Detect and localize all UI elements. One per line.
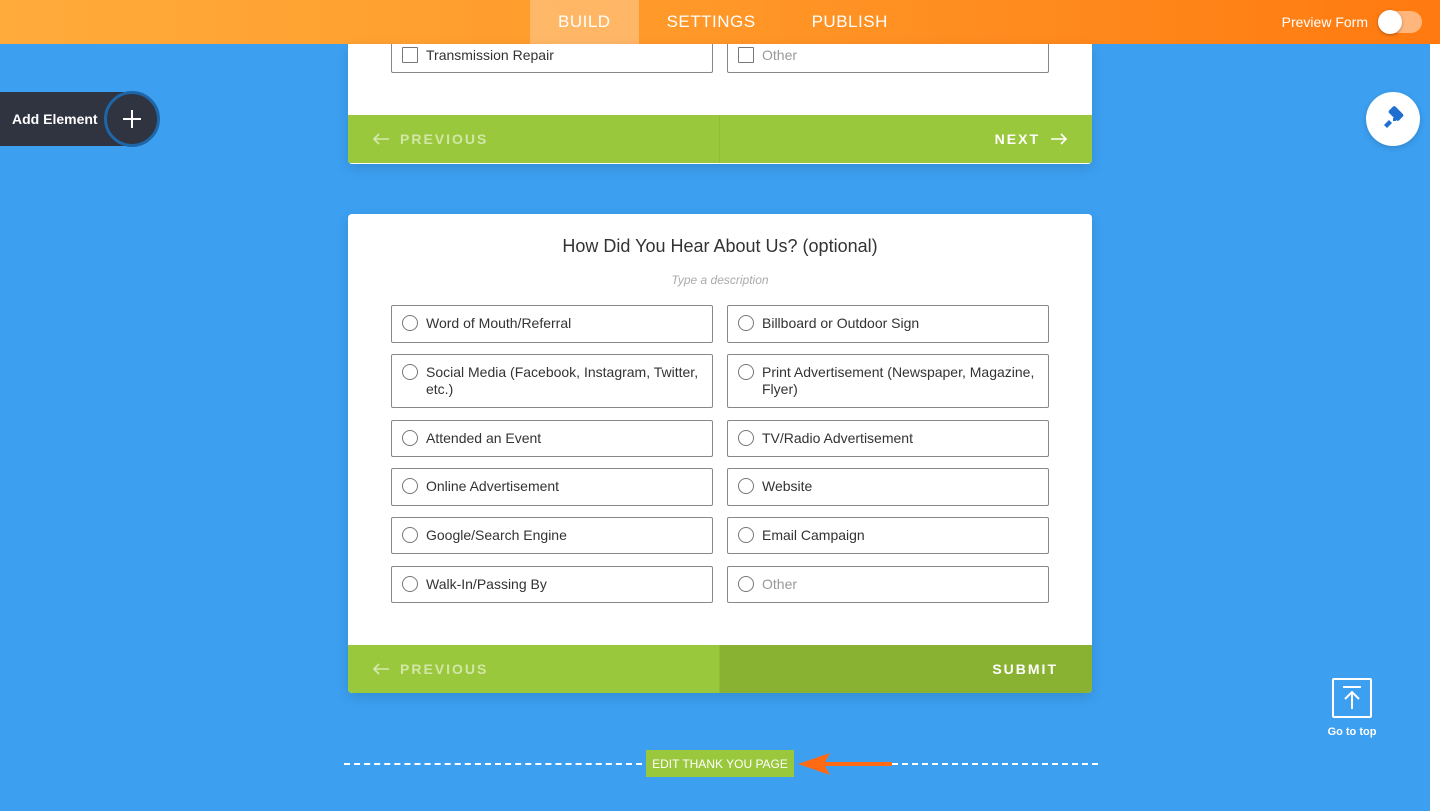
arrow-up-icon [1332, 678, 1372, 718]
radio-icon [402, 576, 418, 592]
option-label: Word of Mouth/Referral [426, 315, 572, 331]
option-label: Other [762, 47, 798, 63]
radio-option[interactable] [727, 468, 1049, 506]
tab-build[interactable]: BUILD [530, 0, 639, 44]
radio-option[interactable] [727, 517, 1049, 554]
form-page-card-previous [348, 44, 1092, 164]
option-label: Google/Search Engine [426, 527, 567, 543]
arrow-left-icon [372, 663, 390, 675]
submit-label: SUBMIT [992, 661, 1058, 677]
radio-option[interactable] [727, 354, 1049, 408]
radio-option[interactable] [391, 468, 713, 506]
radio-option[interactable] [391, 517, 713, 554]
next-label: NEXT [994, 131, 1040, 147]
preview-form [1282, 0, 1422, 44]
preview-form-toggle[interactable] [1378, 11, 1422, 33]
radio-icon [738, 364, 754, 380]
thank-you-divider-right [892, 763, 1098, 765]
top-bar [0, 0, 1440, 44]
checkbox-icon [402, 47, 418, 63]
option-label: Website [762, 478, 813, 494]
edit-thank-you-page-button[interactable]: EDIT THANK YOU PAGE [646, 750, 794, 777]
option-label: TV/Radio Advertisement [762, 430, 913, 446]
previous-button[interactable] [348, 645, 720, 693]
submit-button[interactable] [720, 645, 1092, 693]
go-to-top-button[interactable] [1322, 678, 1382, 738]
preview-form-label: Preview Form [1281, 14, 1368, 30]
thank-you-divider-left [344, 763, 642, 765]
radio-option[interactable] [391, 354, 713, 408]
radio-icon [738, 430, 754, 446]
page-navigation [348, 115, 1092, 163]
radio-icon [402, 478, 418, 494]
radio-icon [402, 315, 418, 331]
radio-option[interactable] [391, 566, 713, 603]
page-navigation [348, 645, 1092, 693]
next-button[interactable] [720, 115, 1092, 163]
option-label: Walk-In/Passing By [426, 576, 547, 592]
option-label: Attended an Event [426, 430, 542, 446]
radio-option-other[interactable] [727, 566, 1049, 603]
checkbox-option-other[interactable] [727, 44, 1049, 73]
tab-publish[interactable]: PUBLISH [811, 12, 888, 31]
radio-option[interactable] [391, 305, 713, 343]
radio-icon [402, 364, 418, 380]
previous-button[interactable] [348, 115, 720, 163]
radio-option[interactable] [727, 420, 1049, 457]
radio-icon [402, 430, 418, 446]
option-label: Transmission Repair [426, 47, 554, 63]
previous-label: PREVIOUS [400, 661, 489, 677]
add-element-button[interactable] [104, 91, 160, 147]
previous-label: PREVIOUS [400, 131, 489, 147]
arrow-left-annotation-icon [796, 750, 894, 778]
radio-option[interactable] [391, 420, 713, 457]
radio-icon [738, 576, 754, 592]
go-to-top-label: Go to top [1327, 726, 1377, 738]
option-label: Email Campaign [762, 527, 865, 543]
radio-icon [738, 478, 754, 494]
add-element[interactable] [0, 92, 160, 146]
form-page-card-current [348, 214, 1092, 693]
radio-icon [738, 527, 754, 543]
option-label: Other [762, 576, 798, 592]
checkbox-option-transmission-repair[interactable] [391, 44, 713, 73]
radio-icon [402, 527, 418, 543]
form-designer-button[interactable] [1366, 92, 1420, 146]
option-label: Billboard or Outdoor Sign [762, 315, 920, 331]
tab-settings[interactable]: SETTINGS [666, 12, 756, 31]
canvas-bottom-strip [285, 806, 1430, 811]
option-label: Print Advertisement (Newspaper, Magazine, Flyer) [762, 364, 1035, 397]
radio-option[interactable] [727, 305, 1049, 343]
radio-icon [738, 315, 754, 331]
checkbox-icon [738, 47, 754, 63]
paint-roller-icon [1380, 106, 1406, 132]
option-label: Online Advertisement [426, 478, 560, 494]
add-element-label: Add Element [0, 92, 130, 146]
arrow-left-icon [372, 133, 390, 145]
question-title[interactable]: How Did You Hear About Us? (optional) [562, 236, 878, 256]
arrow-right-icon [1050, 133, 1068, 145]
main-tabs [530, 0, 916, 44]
question-description[interactable]: Type a description [671, 273, 769, 287]
plus-icon [121, 108, 143, 130]
option-label: Social Media (Facebook, Instagram, Twitter, etc.) [426, 364, 699, 397]
